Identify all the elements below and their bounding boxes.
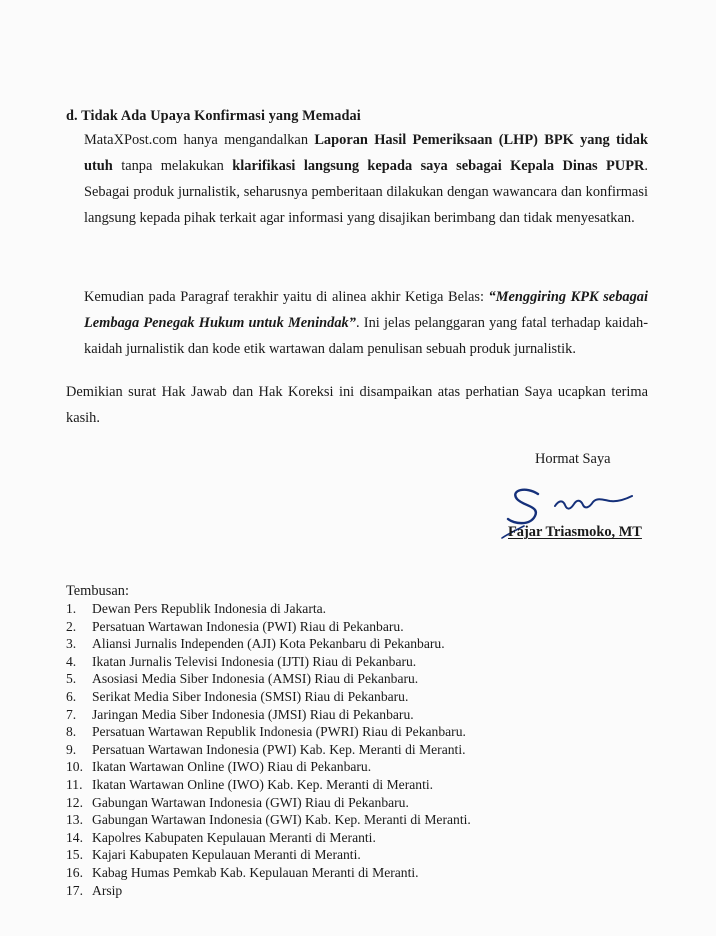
quoted-text: “Menggiring KPK sebagai Lembaga Penegak Hukum untuk Menindak”: [84, 289, 648, 331]
paragraph-text: Kemudian pada Paragraf terakhir yaitu di alinea akhir Ketiga Belas:: [84, 289, 489, 305]
paragraph-quote: [84, 284, 648, 362]
bold-text: Laporan Hasil Pemeriksaan (LHP) BPK yang tidak utuh: [84, 132, 648, 174]
list-item-number: 2.: [66, 618, 77, 634]
list-item-number: 8.: [66, 724, 77, 740]
list-item-text: Serikat Media Siber Indonesia (SMSI) Riau di Pekanbaru.: [92, 688, 409, 704]
list-item-number: 15.: [66, 847, 83, 863]
paragraph-text: tanpa melakukan: [112, 158, 233, 174]
bold-text: klarifikasi langsung kepada saya sebagai Kepala Dinas PUPR: [232, 158, 645, 174]
list-item: [66, 776, 471, 794]
list-item: [66, 706, 471, 724]
list-item-number: 17.: [66, 882, 83, 898]
list-item-text: Ikatan Wartawan Online (IWO) Riau di Pekanbaru.: [92, 759, 372, 775]
cc-title: Tembusan:: [66, 583, 129, 599]
list-item: [66, 618, 471, 636]
list-item-text: Ikatan Wartawan Online (IWO) Kab. Kep. Meranti di Meranti.: [92, 776, 434, 792]
list-item-text: Gabungan Wartawan Indonesia (GWI) Kab. Kep. Meranti di Meranti.: [92, 812, 471, 828]
list-item: [66, 829, 471, 847]
list-item-text: Persatuan Wartawan Republik Indonesia (PWRI) Riau di Pekanbaru.: [92, 724, 466, 740]
signer-name: Fajar Triasmoko, MT: [508, 524, 642, 540]
section-heading: d. Tidak Ada Upaya Konfirmasi yang Memadai: [66, 108, 361, 124]
list-item-number: 9.: [66, 741, 77, 757]
paragraph-text: . Sebagai produk jurnalistik, seharusnya pemberitaan dilakukan dengan wawancara dan konfirmasi langsung kepada pihak terkait agar informasi yang disajikan berimbang dan tidak menyesatkan.: [84, 158, 648, 226]
list-item-number: 14.: [66, 829, 83, 845]
list-item-text: Arsip: [92, 882, 123, 898]
list-item: [66, 723, 471, 741]
list-item-text: Dewan Pers Republik Indonesia di Jakarta.: [92, 601, 327, 616]
list-item-text: Aliansi Jurnalis Independen (AJI) Kota Pekanbaru di Pekanbaru.: [92, 636, 445, 652]
list-item-text: Persatuan Wartawan Indonesia (PWI) Kab. Kep. Meranti di Meranti.: [92, 741, 466, 757]
list-item: [66, 670, 471, 688]
list-item: [66, 811, 471, 829]
list-item: [66, 635, 471, 653]
list-item-number: 12.: [66, 794, 83, 810]
list-item-number: 13.: [66, 812, 83, 828]
list-item-text: Jaringan Media Siber Indonesia (JMSI) Riau di Pekanbaru.: [92, 706, 414, 722]
list-item: [66, 864, 471, 882]
list-item-number: 11.: [66, 776, 83, 792]
list-item-number: 1.: [66, 601, 77, 616]
list-item: [66, 688, 471, 706]
list-item: [66, 758, 471, 776]
paragraph-confirmation: [84, 127, 648, 231]
list-item: [66, 846, 471, 864]
list-item-text: Gabungan Wartawan Indonesia (GWI) Riau di Pekanbaru.: [92, 794, 409, 810]
paragraph-text: MataXPost.com hanya mengandalkan: [84, 132, 315, 148]
list-item-text: Kabag Humas Pemkab Kab. Kepulauan Meranti di Meranti.: [92, 864, 419, 880]
list-item-number: 7.: [66, 706, 77, 722]
list-item-text: Persatuan Wartawan Indonesia (PWI) Riau di Pekanbaru.: [92, 618, 404, 634]
paragraph-text: . Ini jelas pelanggaran yang fatal terhadap kaidah-kaidah jurnalistik dan kode etik wartawan dalam penulisan sebuah produk jurnalistik.: [84, 315, 648, 357]
list-item: [66, 600, 471, 618]
list-item: [66, 741, 471, 759]
list-item: [66, 882, 471, 900]
list-item: [66, 794, 471, 812]
list-item-number: 10.: [66, 759, 83, 775]
list-item-number: 6.: [66, 688, 77, 704]
list-item-text: Ikatan Jurnalis Televisi Indonesia (IJTI) Riau di Pekanbaru.: [92, 653, 417, 669]
list-item-number: 5.: [66, 671, 77, 687]
list-item-number: 4.: [66, 653, 77, 669]
cc-list: [66, 600, 471, 899]
closing-paragraph: Demikian surat Hak Jawab dan Hak Koreksi ini disampaikan atas perhatian Saya ucapkan terima kasih.: [66, 384, 648, 426]
list-item-text: Asosiasi Media Siber Indonesia (AMSI) Riau di Pekanbaru.: [92, 671, 419, 687]
list-item-text: Kajari Kabupaten Kepulauan Meranti di Meranti.: [92, 847, 361, 863]
list-item-number: 16.: [66, 864, 83, 880]
list-item-text: Kapolres Kabupaten Kepulauan Meranti di Meranti.: [92, 829, 376, 845]
signoff: Hormat Saya: [535, 451, 611, 467]
list-item: [66, 653, 471, 671]
list-item-number: 3.: [66, 636, 77, 652]
